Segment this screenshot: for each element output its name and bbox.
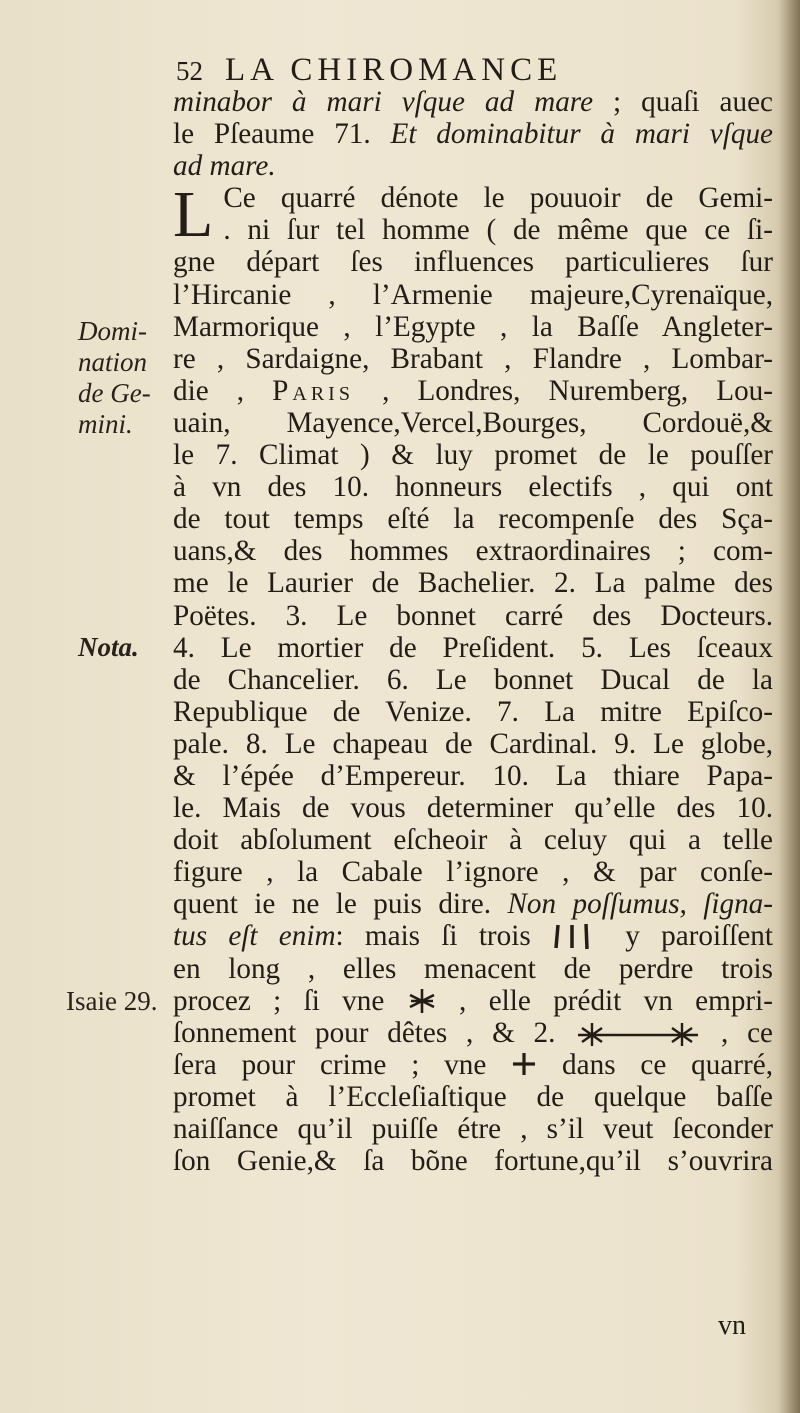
margin-note-line: mini. — [78, 409, 133, 439]
text-line: naiſſance qu’il puiſſe étre , s’il veut ſeconder — [173, 1113, 773, 1145]
margin-note-domination — [78, 316, 151, 440]
text-line: me le Laurier de Bachelier. 2. La palme des — [173, 567, 773, 600]
margin-note-line: de Ge- — [78, 378, 151, 408]
text-line: uain, Mayence,Vercel,Bourges, Cordouë,& — [173, 406, 773, 439]
page-number: 52 — [176, 56, 203, 86]
text-line: figure , la Cabale l’ignore , & par conſe- — [173, 856, 773, 889]
catchword: vn — [718, 1310, 746, 1341]
text-line — [173, 920, 773, 952]
two-stars-line-icon — [574, 1019, 702, 1047]
text-line: gne départ ſes influences particulieres ſur — [173, 246, 773, 279]
text-segment: : mais ſi trois — [335, 920, 552, 953]
text-line: & l’épée d’Empereur. 10. La thiare Papa- — [173, 759, 773, 792]
text-line: 4. Le mortier de Preſident. 5. Les ſceaux — [173, 631, 773, 664]
text-segment: die , — [173, 374, 273, 407]
text-segment: procez ; ſi vne — [173, 984, 407, 1017]
drop-cap: L — [173, 178, 214, 252]
asterisk-star-icon — [407, 987, 437, 1015]
text-line — [173, 888, 773, 920]
cross-icon — [511, 1051, 537, 1077]
three-lines-icon — [552, 921, 604, 951]
text-segment: quent ie ne le puis dire. — [173, 888, 508, 921]
text-line: de tout temps eſté la recompenſe des Sça- — [173, 503, 773, 536]
latin-quote: Non poſſumus, ſigna- — [507, 888, 773, 921]
text-line: Poëtes. 3. Le bonnet carré des Docteurs. — [173, 599, 773, 632]
text-line — [173, 118, 773, 150]
latin-quote: ad mare. — [173, 150, 276, 183]
text-segment: ſera pour crime ; vne — [173, 1048, 512, 1081]
text-line: . ni ſur tel homme ( de même que ce ſi- — [223, 214, 773, 247]
city-paris: Paris — [272, 374, 354, 407]
text-line — [173, 375, 773, 407]
text-line: Republique de Venize. 7. La mitre Epiſco- — [173, 695, 773, 728]
text-line — [173, 1017, 773, 1049]
text-line: ſon Genie,& ſa bõne fortune,qu’il s’ouvrira — [173, 1145, 773, 1178]
text-segment: , ce — [702, 1016, 773, 1049]
text-line — [173, 150, 773, 182]
text-segment: dans ce quarré, — [537, 1048, 773, 1081]
margin-note-isaie: Isaie 29. — [66, 986, 158, 1016]
text-segment: , elle prédit vn empri- — [436, 984, 773, 1017]
text-line: Ce quarré dénote le pouuoir de Gemi- — [223, 182, 773, 215]
page-edge-shadow — [778, 0, 800, 1413]
text-line: Marmorique , l’Egypte , la Baſſe Angleter- — [173, 310, 773, 343]
text-line: uans,& des hommes extraordinaires ; com- — [173, 535, 773, 568]
text-line: de Chancelier. 6. Le bonnet Ducal de la — [173, 663, 773, 696]
text-line: pale. 8. Le chapeau de Cardinal. 9. Le globe, — [173, 727, 773, 760]
text-segment: le Pſeaume 71. — [173, 118, 391, 151]
text-line — [173, 86, 773, 118]
margin-note-line: Domi- — [78, 316, 147, 346]
text-segment: ſonnement pour dêtes , & 2. — [173, 1016, 575, 1049]
margin-note-nota: Nota. — [78, 632, 139, 662]
text-line: promet à l’Eccleſiaſtique de quelque baſſe — [173, 1080, 773, 1113]
text-line: l’Hircanie , l’Armenie majeure,Cyrenaïque, — [173, 278, 773, 311]
text-segment: ; quaſi auec — [613, 86, 773, 118]
text-segment: , Londres, Nuremberg, Lou- — [353, 374, 773, 407]
text-line: le 7. Climat ) & luy promet de le pouſſer — [173, 439, 773, 472]
text-line — [173, 985, 773, 1017]
running-title: LA CHIROMANCE — [225, 52, 563, 88]
latin-quote: tus eſt enim — [173, 920, 336, 953]
text-line: en long , elles menacent de perdre trois — [173, 952, 773, 985]
latin-quote: Et dominabitur à mari vſque — [390, 118, 773, 151]
margin-note-line: nation — [78, 347, 148, 377]
text-line — [173, 1049, 773, 1081]
latin-quote: minabor à mari vſque ad mare — [173, 86, 594, 118]
text-line: à vn des 10. honneurs electifs , qui ont — [173, 471, 773, 504]
text-line: re , Sardaigne, Brabant , Flandre , Lombar- — [173, 342, 773, 375]
text-line: le. Mais de vous determiner qu’elle des 10. — [173, 792, 773, 825]
text-line: doit abſolument eſcheoir à celuy qui a telle — [173, 824, 773, 857]
body-text — [173, 86, 773, 1177]
text-segment: y paroiſſent — [625, 920, 773, 953]
